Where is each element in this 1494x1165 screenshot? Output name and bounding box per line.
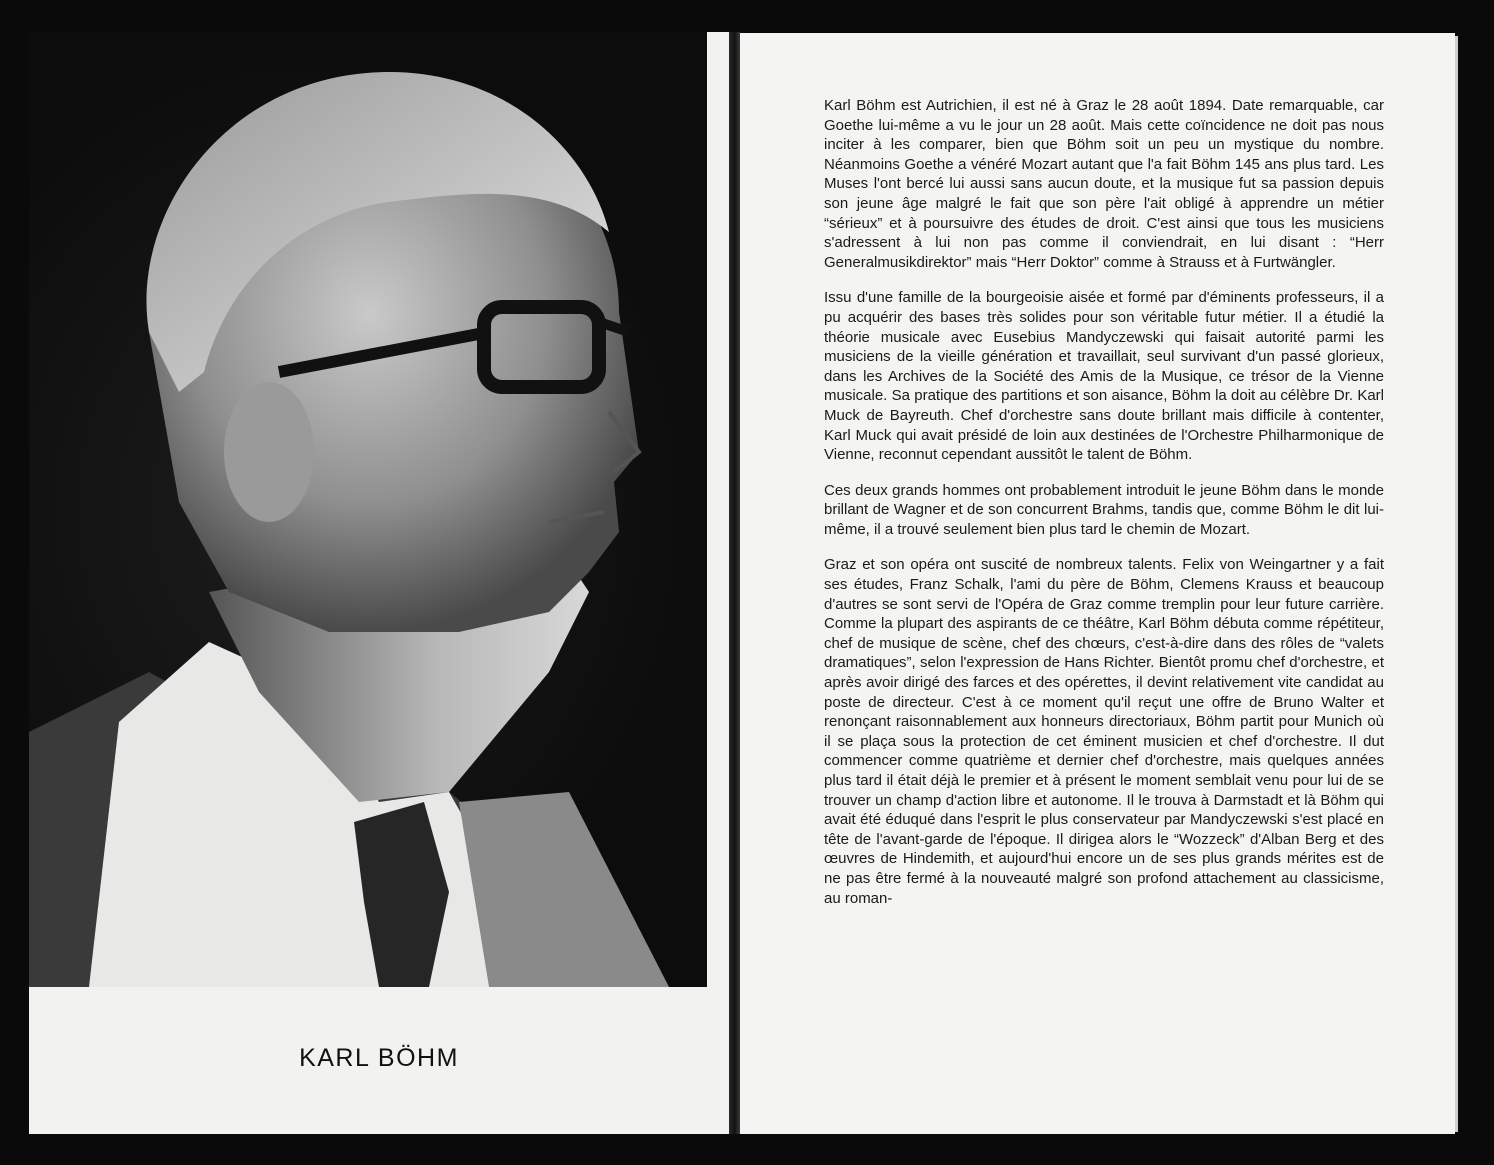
paragraph-2: Issu d'une famille de la bourgeoisie aisée et formé par d'éminents professeurs, il a pu acquérir des bases très solides pour son véritable futur métier. Il a étudié la théorie musicale avec Eusebius Mandyczewski qui faisait autorité parmi les musiciens de la vieille génération et travaillait, seul survivant d'un passé glorieux, dans les Archives de la Société des Amis de la Musique, ce trésor de la Vienne musicale. Sa pratique des partitions et son aisance, Böhm la doit au célèbre Dr. Karl Muck de Bayreuth. Chef d'orchestre sans doute brillant mais difficile à contenter, Karl Muck qui avait présidé de loin aux destinées de l'Orchestre Philharmonique de Vienne, reconnut cependant aussitôt le talent de Böhm. — [824, 289, 1384, 464]
article-text — [824, 96, 1384, 924]
book-gutter — [729, 32, 740, 1134]
photo-caption: KARL BÖHM — [299, 1044, 459, 1072]
paragraph-1: Karl Böhm est Autrichien, il est né à Graz le 28 août 1894. Date remarquable, car Goethe lui-même a vu le jour un 28 août. Mais cette coïncidence ne doit pas nous inciter à les comparer, bien que Böhm soit un peu un mystique du nombre. Néanmoins Goethe a vénéré Mozart autant que l'a fait Böhm 145 ans plus tard. Les Muses l'ont bercé lui aussi sans aucun doute, et la musique fut sa passion depuis son jeune âge malgré le fait que son père l'ait obligé à apprendre un métier “sérieux” et à poursuivre des études de droit. C'est ainsi que tous les musiciens s'adressent à lui non pas comme il conviendrait, en lui disant : “Herr Generalmusikdirektor” mais “Herr Doktor” comme à Strauss et à Furtwängler. — [824, 97, 1384, 271]
paragraph-3: Ces deux grands hommes ont probablement introduit le jeune Böhm dans le monde brillant de Wagner et de son concurrent Brahms, tandis que, comme Böhm le dit lui-même, il a trouvé seulement bien plus tard le chemin de Mozart. — [824, 481, 1384, 538]
right-page — [740, 33, 1455, 1134]
portrait-photo — [29, 32, 707, 987]
paragraph-4: Graz et son opéra ont suscité de nombreux talents. Felix von Weingartner y a fait ses études, Franz Schalk, l'ami du père de Böhm, Clemens Krauss et beaucoup d'autres se sont servi de l'Opéra de Graz comme tremplin pour leur future carrière. Comme la plupart des aspirants de ce théâtre, Karl Böhm débuta comme répétiteur, chef de musique de scène, chef des chœurs, c'est-à-dire dans des rôles de “valets dramatiques”, selon l'expression de Hans Richter. Bientôt promu chef d'orchestre, et après avoir dirigé des farces et des opérettes, il devint relativement vite candidat au poste de directeur. C'est à ce moment qu'il reçut une offre de Bruno Walter et renonçant raisonnablement aux honneurs directoriaux, Böhm partit pour Munich où il se plaça sous la protection de cet éminent musicien et chef d'orchestre. Il dut commencer comme quatrième et dernier chef d'orchestre, mais quelques années plus tard il était déjà le premier et à présent le moment semblait venu pour lui de se trouver un champ d'action libre et autonome. Il le trouva à Darmstadt et là Böhm qui avait été éduqué dans l'esprit le plus conservateur par Mandyczewski s'est placé en tête de l'avant-garde de l'époque. Il dirigea alors le “Wozzeck” d'Alban Berg et des œuvres de Hindemith, et aujourd'hui encore un de ses plus grands mérites est de ne pas être fermé à la nouveauté malgré son profond attachement au classicisme, au roman- — [824, 556, 1384, 907]
left-page — [29, 32, 729, 1134]
page-edge — [1455, 36, 1458, 1132]
